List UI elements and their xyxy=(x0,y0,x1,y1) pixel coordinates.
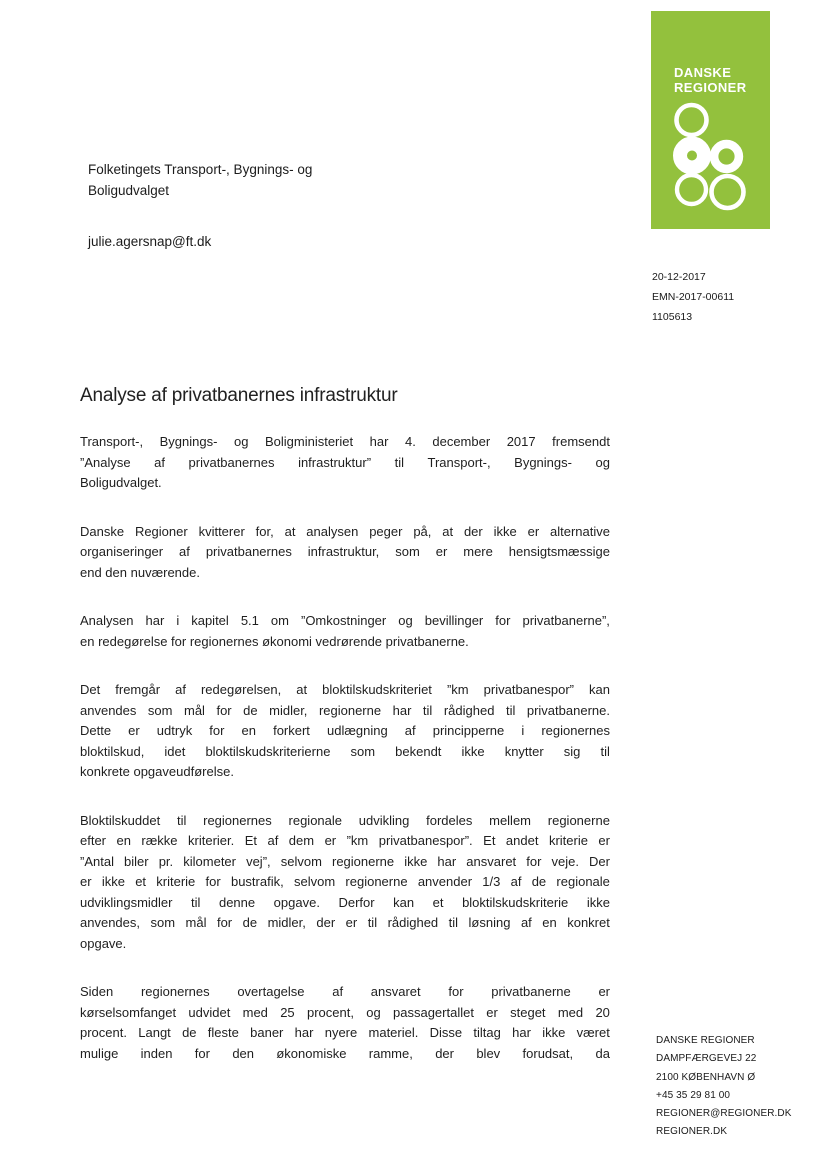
paragraph xyxy=(80,982,610,1064)
paragraph xyxy=(80,811,610,955)
paragraph xyxy=(80,522,610,584)
letter-title: Analyse af privatbanernes infrastruktur xyxy=(80,385,398,406)
meta-block xyxy=(652,267,734,327)
paragraph-line: Bloktilskuddet til regionernes regionale udvikling fordeles mellem regionerne xyxy=(80,812,610,828)
paragraph-line: efter en række kriterier. Et af dem er ”km privatbanespor”. Et andet kriterie er xyxy=(80,833,610,848)
footer-website: REGIONER.DK xyxy=(656,1126,728,1138)
footer-contact-block xyxy=(656,1032,792,1142)
paragraph-line: Det fremgår af redegørelsen, at bloktilskudskriteriet ”km privatbanespor” kan xyxy=(80,682,610,697)
paragraph-line: kørselsomfanget udvidet med 25 procent, og passagertallet er steget med 20 xyxy=(80,1004,610,1020)
paragraph-line: anvendes, som mål for de midler, der er til rådighed til løsning af en konkret xyxy=(80,915,610,930)
footer-email: REGIONER@REGIONER.DK xyxy=(656,1108,792,1120)
letter-date: 20-12-2017 xyxy=(652,271,706,283)
paragraph-line: Dette er udtryk for en forkert udlægning af principperne i regionernes xyxy=(80,723,610,738)
document-number: 1105613 xyxy=(652,311,693,323)
paragraph xyxy=(80,432,610,494)
paragraph-line: Analysen har i kapitel 5.1 om ”Omkostninger og bevillinger for privatbanerne”, xyxy=(80,613,610,628)
paragraph-line: opgave. xyxy=(80,935,127,951)
recipient-email: julie.agersnap@ft.dk xyxy=(88,234,212,249)
recipient-line1: Folketingets Transport-, Bygnings- og xyxy=(88,162,313,177)
logo-wordmark-line2: REGIONER xyxy=(674,80,747,95)
paragraph-line: bloktilskud, idet bloktilskudskriterierne som bekendt ikke knytter sig til xyxy=(80,743,610,759)
paragraph-line: anvendes som mål for de midler, regionerne har til rådighed til privatbanerne. xyxy=(80,702,610,718)
paragraph-line: Siden regionernes overtagelse af ansvaret for privatbanerne er xyxy=(80,984,610,999)
paragraph-line: Danske Regioner kvitterer for, at analysen peger på, at der ikke er alternative xyxy=(80,523,610,539)
paragraph-line: mulige inden for den økonomiske ramme, der blev forudsat, da xyxy=(80,1045,610,1061)
recipient-block xyxy=(88,159,312,201)
paragraph-line: en redegørelse for regionernes økonomi vedrørende privatbanerne. xyxy=(80,633,469,649)
paragraph xyxy=(80,611,610,652)
paragraph-line: udviklingsmidler til denne opgave. Derfor kan et bloktilskudskriterie ikke xyxy=(80,894,610,910)
footer-street: DAMPFÆRGEVEJ 22 xyxy=(656,1053,757,1065)
paragraph-line: organiseringer af privatbanernes infrastruktur, som er mere hensigtsmæssige xyxy=(80,544,610,559)
paragraph-line: Boligudvalget. xyxy=(80,475,162,490)
paragraph-line: procent. Langt de fleste baner har nyere materiel. Disse tiltag har ikke været xyxy=(80,1025,610,1040)
logo-wordmark-line1: DANSKE xyxy=(674,65,732,80)
recipient-line2: Boligudvalget xyxy=(88,183,170,198)
danske-regioner-circles-icon xyxy=(651,11,770,229)
footer-phone: +45 35 29 81 00 xyxy=(656,1089,731,1101)
paragraph-line: ”Antal biler pr. kilometer vej”, selvom regionerne ikke har ansvaret for veje. Der xyxy=(80,853,610,869)
case-number: EMN-2017-00611 xyxy=(652,291,735,303)
paragraph-line: konkrete opgaveudførelse. xyxy=(80,764,234,779)
paragraph-line: er ikke et kriterie for bustrafik, selvom regionerne anvender 1/3 af de regionale xyxy=(80,874,610,889)
footer-city: 2100 KØBENHAVN Ø xyxy=(656,1071,756,1083)
footer-org-name: DANSKE REGIONER xyxy=(656,1035,755,1046)
letter-body xyxy=(80,432,610,1064)
paragraph xyxy=(80,680,610,783)
paragraph-line: end den nuværende. xyxy=(80,564,200,580)
danske-regioner-logo xyxy=(651,11,770,229)
paragraph-line: Transport-, Bygnings- og Boligministeriet har 4. december 2017 fremsendt xyxy=(80,434,610,449)
paragraph-line: ”Analyse af privatbanernes infrastruktur” til Transport-, Bygnings- og xyxy=(80,454,610,470)
